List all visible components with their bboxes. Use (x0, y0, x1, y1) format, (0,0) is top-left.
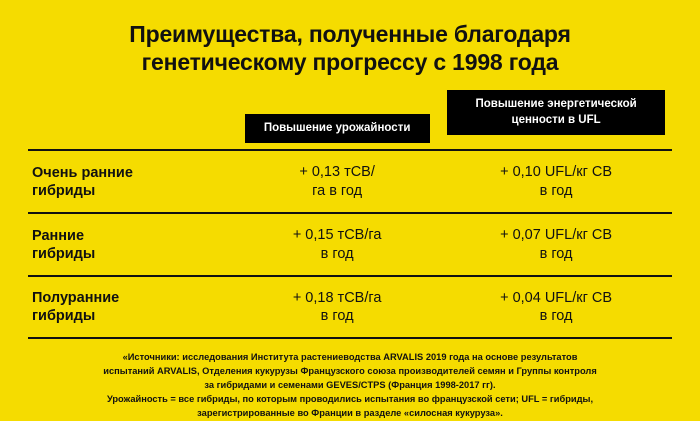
cell-value-line-1: + 0,15 тСВ/га (292, 226, 382, 243)
footnote-line-5: зарегистрированные во Франции в разделе «силосная кукуруза». (197, 407, 503, 418)
row-label-early (28, 213, 234, 276)
row-label-line-2: гибриды (32, 308, 96, 325)
cell-value-line-2: в год (539, 245, 573, 262)
cell-value-line-1: + 0,18 тСВ/га (292, 289, 382, 306)
cell-yield-early (234, 213, 440, 276)
row-label-semi-early (28, 276, 234, 339)
header-label-energy-line-2: ценности в UFL (511, 113, 601, 126)
footnote (28, 351, 672, 421)
table-row (28, 276, 672, 339)
cell-energy-early (440, 213, 672, 276)
row-label-line-1: Ранние (32, 227, 85, 244)
cell-value-line-1: + 0,07 UFL/кг СВ (500, 226, 613, 243)
row-label-very-early (28, 150, 234, 213)
cell-value-line-2: в год (320, 308, 354, 325)
cell-value-line-1: + 0,10 UFL/кг СВ (500, 164, 613, 181)
row-label-line-1: Полуранние (32, 290, 120, 307)
footnote-line-4: Урожайность = все гибриды, по которым проводились испытания во французской сети; UFL = гибриды, (106, 394, 594, 404)
table-row (28, 150, 672, 213)
cell-value-line-2: в год (539, 308, 573, 325)
cell-value-line-2: в год (320, 245, 354, 262)
cell-yield-very-early (234, 150, 440, 213)
header-cell-yield (234, 90, 440, 150)
row-label-line-1: Очень ранние (32, 164, 133, 181)
row-label-line-2: гибриды (32, 182, 96, 199)
cell-value-line-2: га в год (312, 182, 363, 199)
cell-energy-semi-early (440, 276, 672, 339)
footnote-line-1: «Источники: исследования Института растениеводства ARVALIS 2019 года на основе результатов (122, 352, 578, 363)
cell-value-line-1: + 0,04 UFL/кг СВ (500, 289, 613, 306)
table-header (28, 90, 672, 150)
footnote-line-2: испытаний ARVALIS, Отделения кукурузы Французского союза производителей семян и Группы контроля (103, 366, 597, 377)
row-label-line-2: гибриды (32, 245, 96, 262)
page-title (28, 20, 672, 76)
cell-energy-very-early (440, 150, 672, 213)
header-cell-empty (28, 90, 234, 150)
cell-value-line-1: + 0,13 тСВ/ (299, 164, 375, 181)
cell-yield-semi-early (234, 276, 440, 339)
cell-value-line-2: в год (539, 182, 573, 199)
header-cell-energy (440, 90, 672, 150)
page-title-line-1: Преимущества, полученные благодаря (129, 21, 571, 47)
header-label-yield: Повышение урожайности (245, 114, 430, 144)
page-title-line-2: генетическому прогрессу с 1998 года (141, 49, 559, 76)
header-label-energy-line-1: Повышение энергетической (475, 98, 637, 111)
table-row (28, 213, 672, 276)
benefits-table (28, 90, 672, 339)
header-label-energy (447, 90, 665, 135)
footnote-line-3: за гибридами и семенами GEVES/CTPS (Франция 1998-2017 гг). (204, 380, 496, 391)
